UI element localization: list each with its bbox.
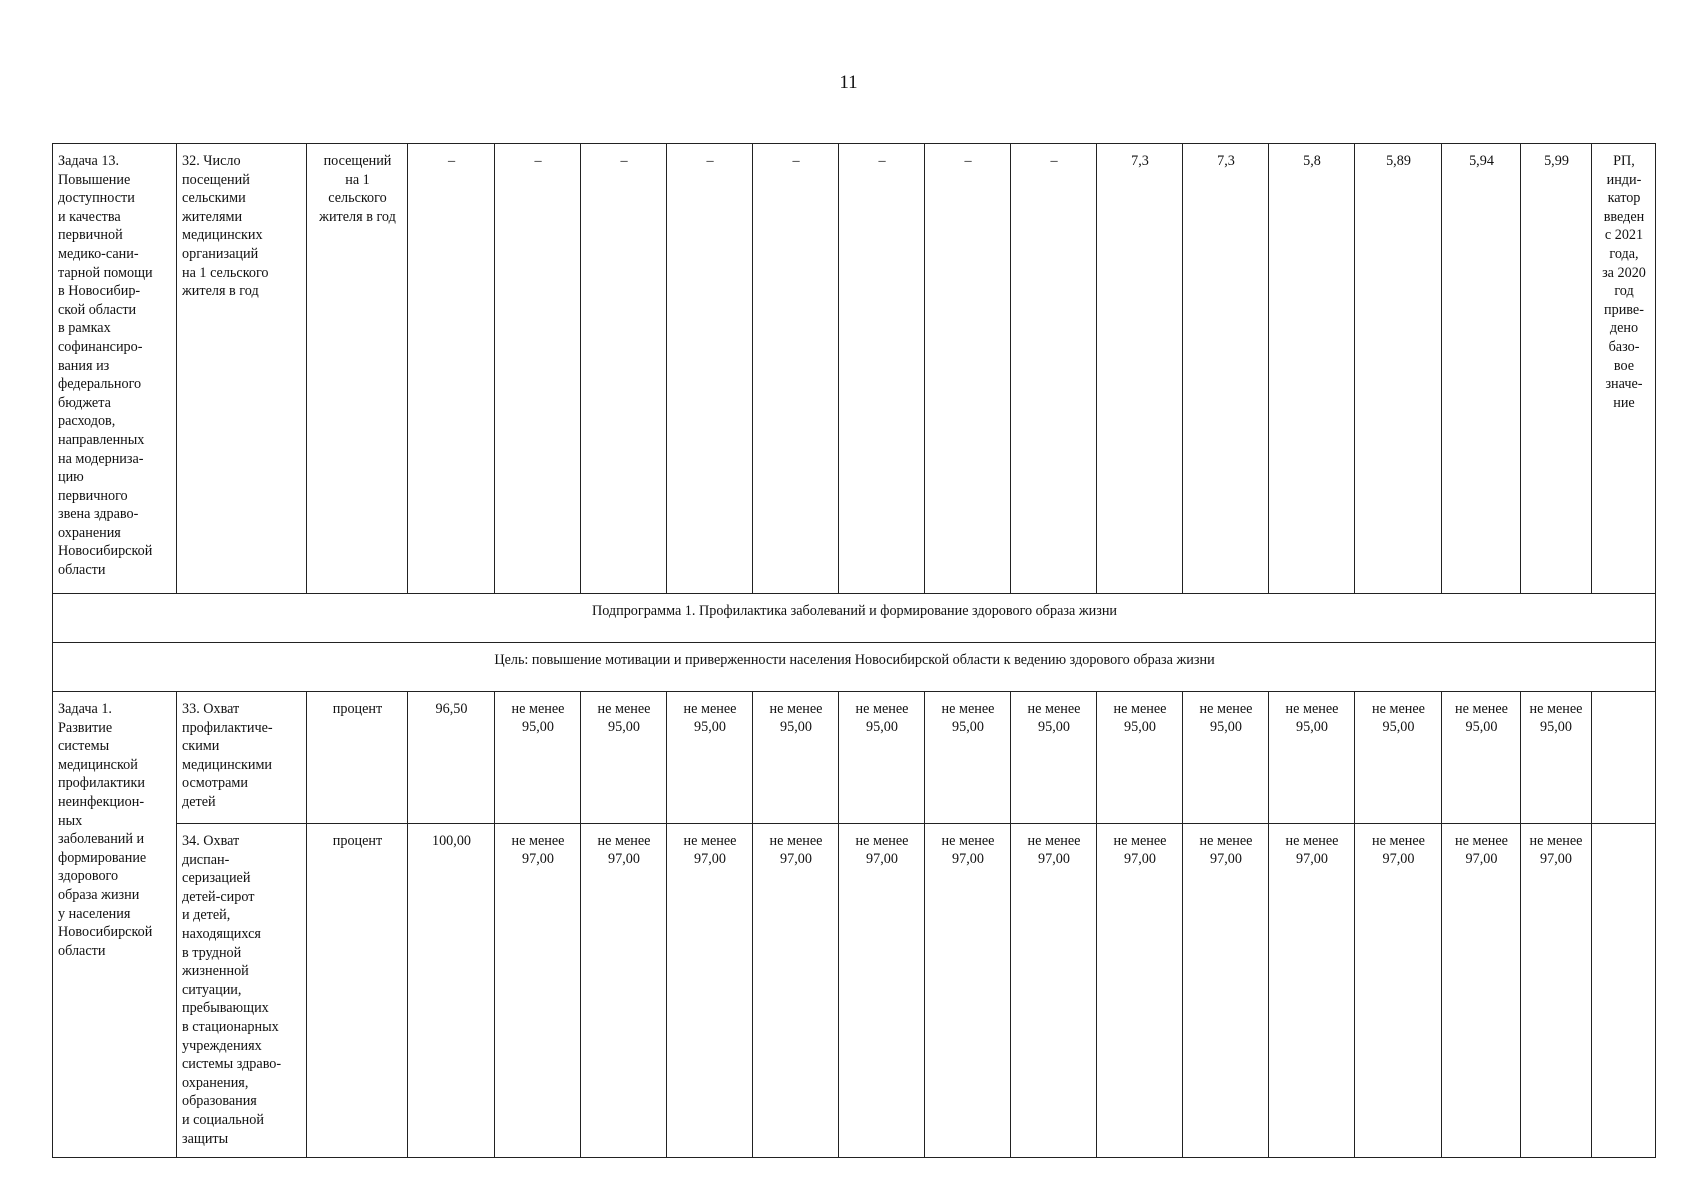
value-text: не менее 95,00 (1199, 701, 1253, 735)
indicator-33-name: 33. Охват профилактиче- скими медицинскими осмотрами детей (182, 701, 273, 810)
value-cell: 5,8 (1269, 144, 1355, 594)
value-cell (1442, 824, 1521, 1158)
task-1-name: Задача 1. Развитие системы медицинской профилактики неинфекцион- ных заболеваний и формирование здорового образа жизни у населения Новосибирской области (58, 701, 153, 959)
value-cell: – (925, 144, 1011, 594)
task-13-name: Задача 13. Повышение доступности и качества первичной медико-сани- тарной помощи в Новосибир- ской области в рамках софинансиро- вания из федерального бюджета расходов, направленных на модерниза- цию первичного звена здраво- охранения Новосибирской области (58, 153, 153, 579)
value-cell (1097, 692, 1183, 824)
value-cell (839, 692, 925, 824)
value-cell: 7,3 (1097, 144, 1183, 594)
value-cell (1183, 824, 1269, 1158)
value-text: не менее 95,00 (1113, 701, 1167, 735)
unit-cell (307, 144, 408, 594)
value-cell (1521, 824, 1592, 1158)
value-text: не менее 97,00 (1199, 833, 1253, 867)
value-text: не менее 95,00 (1285, 701, 1339, 735)
table-row-indicator-33 (53, 692, 1656, 824)
value-cell: – (495, 144, 581, 594)
subprogram-title: Подпрограмма 1. Профилактика заболеваний и формирование здорового образа жизни (53, 594, 1656, 643)
base-value-cell: 96,50 (408, 692, 495, 824)
value-cell: – (581, 144, 667, 594)
value-cell (1269, 692, 1355, 824)
task-cell (53, 692, 177, 1158)
base-value-cell: 100,00 (408, 824, 495, 1158)
value-cell (581, 692, 667, 824)
indicator-32-unit: посещений на 1 сельского жителя в год (319, 153, 396, 225)
value-text: не менее 97,00 (855, 833, 909, 867)
value-cell (581, 824, 667, 1158)
value-cell (667, 824, 753, 1158)
value-cell (495, 824, 581, 1158)
task-cell (53, 144, 177, 594)
value-text: не менее 95,00 (1529, 701, 1583, 735)
indicator-cell (177, 824, 307, 1158)
value-cell (1011, 692, 1097, 824)
unit-cell: процент (307, 824, 408, 1158)
indicator-cell (177, 692, 307, 824)
value-text: не менее 95,00 (683, 701, 737, 735)
value-cell: 5,94 (1442, 144, 1521, 594)
note-cell (1592, 692, 1656, 824)
value-cell: 5,99 (1521, 144, 1592, 594)
indicator-32-name: 32. Число посещений сельскими жителями медицинских организаций на 1 сельского жителя в год (182, 153, 269, 300)
value-text: не менее 95,00 (511, 701, 565, 735)
value-cell (1183, 692, 1269, 824)
value-text: не менее 97,00 (941, 833, 995, 867)
value-cell: – (408, 144, 495, 594)
value-cell (1442, 692, 1521, 824)
value-text: не менее 95,00 (769, 701, 823, 735)
value-text: не менее 97,00 (683, 833, 737, 867)
value-text: не менее 95,00 (855, 701, 909, 735)
value-cell: 7,3 (1183, 144, 1269, 594)
value-text: не менее 97,00 (511, 833, 565, 867)
value-cell (925, 692, 1011, 824)
value-text: не менее 95,00 (597, 701, 651, 735)
value-text: не менее 97,00 (1113, 833, 1167, 867)
value-text: не менее 97,00 (1285, 833, 1339, 867)
value-cell (1355, 692, 1442, 824)
value-text: не менее 97,00 (597, 833, 651, 867)
value-cell (1011, 824, 1097, 1158)
value-cell (753, 824, 839, 1158)
indicators-table (52, 143, 1656, 1158)
indicator-34-name: 34. Охват диспан- серизацией детей-сирот и детей, находящихся в трудной жизненной ситуации, пребывающих в стационарных учреждениях системы здраво- охранения, образования и социальной защиты (182, 833, 282, 1147)
value-text: не менее 95,00 (1027, 701, 1081, 735)
value-cell: – (667, 144, 753, 594)
value-cell: 5,89 (1355, 144, 1442, 594)
value-text: не менее 97,00 (1027, 833, 1081, 867)
value-cell (839, 824, 925, 1158)
value-cell (1521, 692, 1592, 824)
unit-cell: процент (307, 692, 408, 824)
table-row-subprogram (53, 594, 1656, 643)
value-text: не менее 97,00 (1372, 833, 1425, 867)
indicator-32-note: РП, инди- катор введен с 2021 года, за 2020 год приве- дено базо- вое значе- ние (1602, 153, 1646, 411)
value-cell (1355, 824, 1442, 1158)
value-text: не менее 95,00 (941, 701, 995, 735)
table-row-indicator-34 (53, 824, 1656, 1158)
value-cell: – (839, 144, 925, 594)
value-cell (495, 692, 581, 824)
value-text: не менее 95,00 (1455, 701, 1508, 735)
value-text: не менее 97,00 (1455, 833, 1508, 867)
note-cell (1592, 824, 1656, 1158)
value-text: не менее 95,00 (1372, 701, 1425, 735)
value-cell (1097, 824, 1183, 1158)
value-cell (925, 824, 1011, 1158)
value-cell: – (1011, 144, 1097, 594)
goal-title: Цель: повышение мотивации и приверженности населения Новосибирской области к ведению здорового образа жизни (53, 643, 1656, 692)
value-text: не менее 97,00 (1529, 833, 1583, 867)
table-row-goal (53, 643, 1656, 692)
value-cell (1269, 824, 1355, 1158)
table-row-task13 (53, 144, 1656, 594)
value-cell (667, 692, 753, 824)
value-cell (753, 692, 839, 824)
indicator-cell (177, 144, 307, 594)
page-number: 11 (839, 72, 858, 93)
note-cell (1592, 144, 1656, 594)
value-cell: – (753, 144, 839, 594)
value-text: не менее 97,00 (769, 833, 823, 867)
